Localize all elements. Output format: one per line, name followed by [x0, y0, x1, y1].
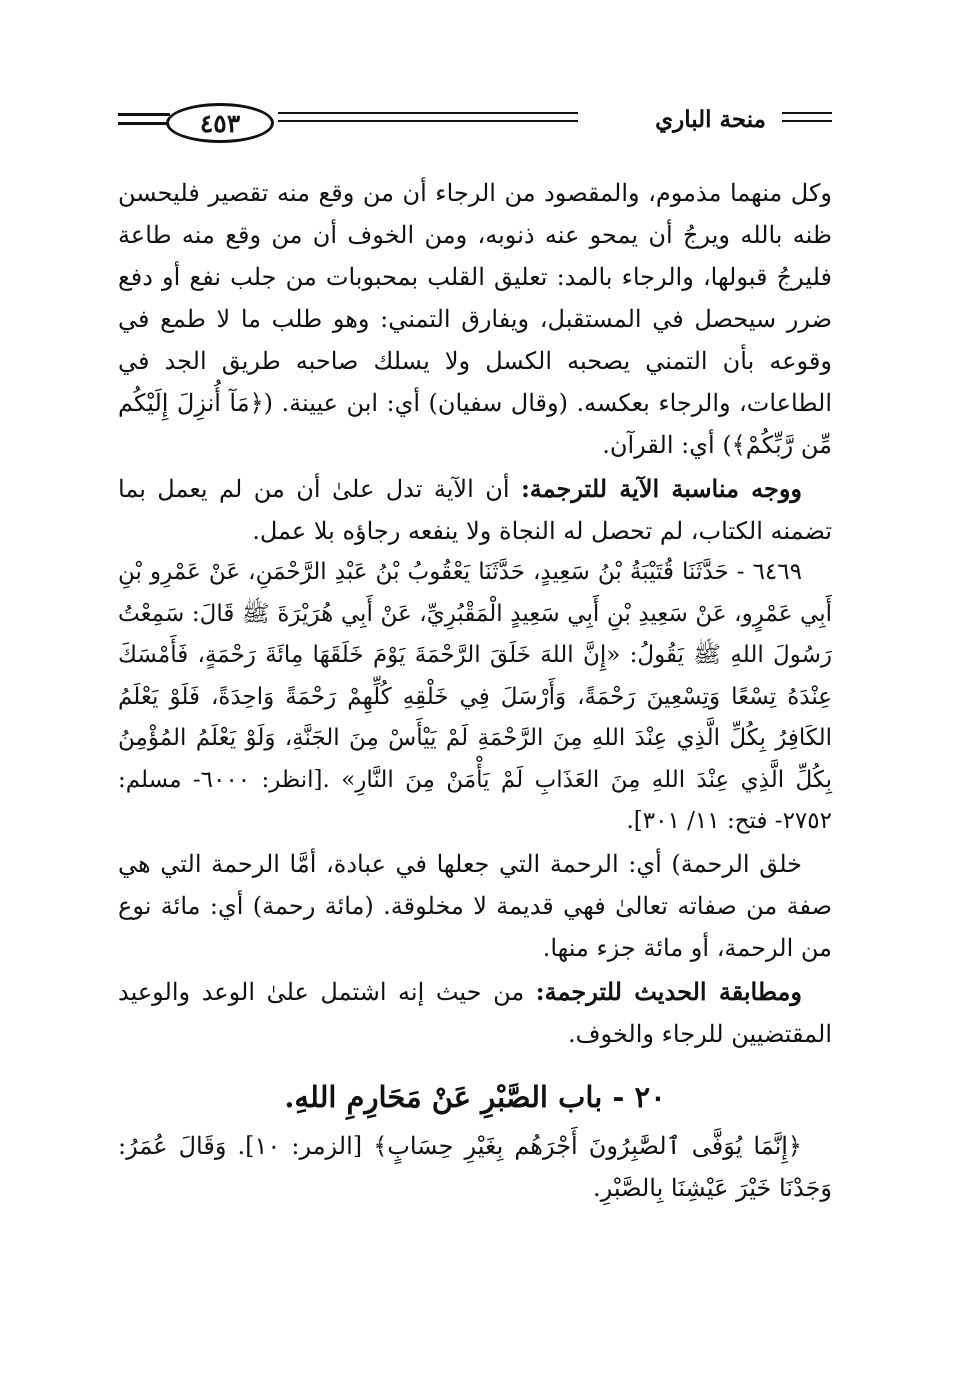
verse-relevance-text: أن الآية تدل علىٰ أن من لم يعمل بما تضمنه الكتاب، لم تحصل له النجاة ولا ينفعه رجاؤه بلا عمل.: [118, 475, 832, 545]
paragraph-rajaa: وكل منهما مذموم، والمقصود من الرجاء أن من وقع منه تقصير فليحسن ظنه بالله ويرجُ أن يمحو عنه ذنوبه، ومن الخوف أن من وقع منه طاعة فليرجُ قبولها، والرجاء بالمد: تعليق القلب بمحبوبات من جلب نفع أو دفع ضرر سيحصل في المستقبل، ويفارق التمني: وهو طلب ما لا طمع في وقوعه بأن التمني يصحبه الكسل ولا يسلك صاحبه طريق الجد في الطاعات، والرجاء بعكسه. (وقال سفيان) أي: ابن عيينة. (﴿مَآ أُنزِلَ إِلَيْكُم مِّن رَّبِّكُمْ﴾) أي: القرآن.: [118, 179, 832, 459]
page-number: ٤٥٣: [166, 103, 274, 143]
header-rule-left-bottom: [118, 122, 170, 125]
paragraph-verse-relevance: [118, 468, 832, 552]
chapter-heading: ٢٠ - باب الصَّبْرِ عَنْ مَحَارِمِ اللهِ.: [284, 1079, 666, 1114]
hadith-relevance-lead: ومطابقة الحديث للترجمة:: [535, 976, 802, 1006]
chapter-verse-text: ﴿إِنَّمَا يُوَفَّى ٱلصَّٰبِرُونَ أَجْرَهُم بِغَيْرِ حِسَابٍ﴾ [الزمر: ١٠]. وَقَالَ عُمَرُ: وَجَدْنَا خَيْرَ عَيْشِنَا بِالصَّبْرِ.: [118, 1131, 832, 1202]
header-rule-middle-top: [278, 112, 578, 114]
hadith-6469: ٦٤٦٩ - حَدَّثَنَا قُتَيْبَةُ بْنُ سَعِيدٍ، حَدَّثَنَا يَعْقُوبُ بْنُ عَبْدِ الرَّحْمَنِ، عَنْ عَمْرِو بْنِ أَبِي عَمْرٍو، عَنْ سَعِيدِ بْنِ أَبِي سَعِيدٍ الْمَقْبُرِيِّ، عَنْ أَبِي هُرَيْرَةَ ﷺ قَالَ: سَمِعْتُ رَسُولَ اللهِ ﷺ يَقُولُ: «إِنَّ اللهَ خَلَقَ الرَّحْمَةَ يَوْمَ خَلَقَهَا مِائَةَ رَحْمَةٍ، فَأَمْسَكَ عِنْدَهُ تِسْعًا وَتِسْعِينَ رَحْمَةً، وَأَرْسَلَ فِي خَلْقِهِ كُلِّهِمْ رَحْمَةً وَاحِدَةً، فَلَوْ يَعْلَمُ الكَافِرُ بِكُلِّ الَّذِي عِنْدَ اللهِ مِنَ الرَّحْمَةِ لَمْ يَيْأَسْ مِنَ الجَنَّةِ، وَلَوْ يَعْلَمُ المُؤْمِنُ بِكُلِّ الَّذِي عِنْدَ اللهِ مِنَ العَذَابِ لَمْ يَأْمَنْ مِنَ النَّارِ» .[انظر: ٦٠٠٠- مسلم: ٢٧٥٢- فتح: ١١/ ٣٠١].: [118, 559, 832, 834]
header-rule-right-top: [782, 112, 832, 114]
hadith-relevance-text: من حيث إنه اشتمل علىٰ الوعد والوعيد المقتضيين للرجاء والخوف.: [118, 977, 832, 1048]
paragraph-hadith-relevance: [118, 971, 832, 1055]
verse-relevance-lead: ووجه مناسبة الآية للترجمة:: [520, 474, 802, 503]
page-content: [118, 172, 832, 1209]
header-rule-middle-bottom: [278, 120, 578, 122]
header-rule-right-bottom: [782, 120, 832, 122]
paragraph-creation-of-mercy: خلق الرحمة) أي: الرحمة التي جعلها في عبادة، أمَّا الرحمة التي هي صفة من صفاته تعالىٰ فهي قديمة لا مخلوقة. (مائة رحمة) أي: مائة نوع من الرحمة، أو مائة جزء منها.: [118, 849, 832, 962]
header-rule-left-top: [118, 113, 170, 116]
running-title: منحة الباري: [655, 106, 766, 133]
page-header: [118, 100, 832, 150]
